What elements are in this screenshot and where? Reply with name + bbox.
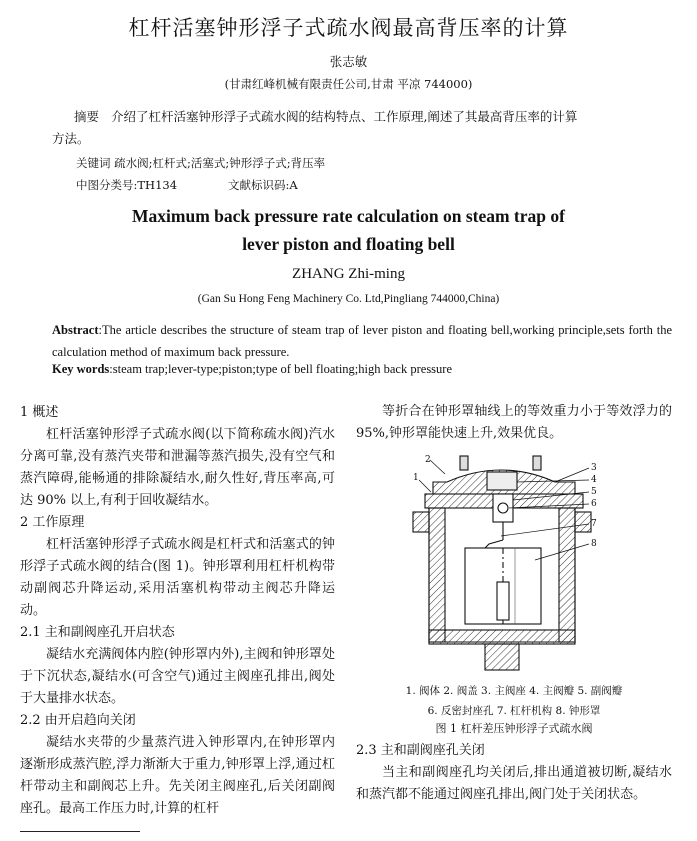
figure-label-7: 7 bbox=[591, 519, 597, 529]
figure-caption: 图 1 杠杆差压钟形浮子式疏水阀 bbox=[435, 722, 593, 735]
figure-label-3: 3 bbox=[591, 463, 597, 473]
figure-label-4: 4 bbox=[591, 475, 597, 485]
right-column-top bbox=[356, 401, 672, 445]
paragraph: 等折合在钟形罩轴线上的等效重力小于等效浮力的 95%,钟形罩能快速上升,效果优良。 bbox=[356, 404, 672, 441]
author-en: ZHANG Zhi-ming bbox=[292, 266, 405, 282]
abstract-en-text: :The article describes the structure of steam trap of lever piston and floating bell,working principle,sets forth the calculation method of maximum back pressure. bbox=[52, 323, 672, 359]
paragraph: 凝结水充满阀体内腔(钟形罩内外),主阀和钟形罩处于下沉状态,凝结水(可含空气)通过主阀座孔排出,阀处于大量排水状态。 bbox=[20, 647, 335, 706]
title-en-line2: lever piston and floating bell bbox=[242, 234, 455, 254]
affiliation-en: (Gan Su Hong Feng Machinery Co. Ltd,Pingliang 744000,China) bbox=[197, 293, 500, 305]
author-cn: 张志敏 bbox=[329, 54, 368, 69]
section-heading: 2.2 由开启趋向关闭 bbox=[20, 713, 136, 728]
paper-title-en bbox=[0, 202, 697, 258]
abstract-cn bbox=[52, 106, 652, 150]
footnote-rule bbox=[20, 831, 140, 832]
steam-trap-figure bbox=[405, 452, 615, 681]
clc-code: 中图分类号:TH134 bbox=[76, 178, 178, 192]
section-heading: 2.1 主和副阀座孔开启状态 bbox=[20, 625, 175, 640]
figure-label-2: 2 bbox=[425, 455, 431, 465]
figure-legend bbox=[356, 681, 672, 721]
figure-legend-line2: 6. 反密封座孔 7. 杠杆机构 8. 钟形罩 bbox=[427, 705, 601, 717]
document-code: 文献标识码:A bbox=[228, 178, 298, 192]
abstract-cn-line2: 方法。 bbox=[52, 131, 90, 146]
paragraph: 凝结水夹带的少量蒸汽进入钟形罩内,在钟形罩内逐渐形成蒸汽腔,浮力渐渐大于重力,钟形罩上浮,通过杠杆带动主和副阀芯上升。先关闭主阀座孔,后关闭副阀座孔。最高工作压力时,计算的杠杆 bbox=[20, 735, 335, 816]
figure-label-5: 5 bbox=[591, 487, 597, 497]
steam-trap-drawing bbox=[405, 452, 615, 677]
keywords-cn: 关键词 疏水阀;杠杆式;活塞式;钟形浮子式;背压率 bbox=[76, 156, 326, 170]
paragraph: 杠杆活塞钟形浮子式疏水阀是杠杆式和活塞式的钟形浮子式疏水阀的结合(图 1)。钟形罩利用杠杆机构带动副阀芯升降运动,采用活塞机构带动主阀芯升降运动。 bbox=[20, 537, 335, 618]
section-heading: 2.3 主和副阀座孔关闭 bbox=[356, 743, 485, 758]
paragraph: 杠杆活塞钟形浮子式疏水阀(以下简称疏水阀)汽水分离可靠,没有蒸汽夹带和泄漏等蒸汽损失,没有空气和蒸汽障碍,能畅通的排除凝结水,耐久性好,背压率高,可达 90% 以上,有利于回收凝结水。 bbox=[20, 427, 335, 508]
abstract-cn-line1: 介绍了杠杆活塞钟形浮子式疏水阀的结构特点、工作原理,阐述了其最高背压率的计算 bbox=[110, 109, 578, 124]
paragraph: 当主和副阀座孔均关闭后,排出通道被切断,凝结水和蒸汽都不能通过阀座孔排出,阀门处于关闭状态。 bbox=[356, 765, 672, 802]
keywords-en bbox=[52, 362, 452, 377]
abstract-en bbox=[52, 319, 672, 363]
figure-label-1: 1 bbox=[413, 473, 419, 483]
figure-label-8: 8 bbox=[591, 539, 597, 549]
abstract-en-label: Abstract bbox=[52, 323, 99, 337]
figure-legend-line1: 1. 阀体 2. 阀盖 3. 主阀座 4. 主阀瓣 5. 副阀瓣 bbox=[405, 685, 623, 697]
section-heading: 2 工作原理 bbox=[20, 515, 85, 530]
right-column-bottom bbox=[356, 740, 672, 806]
keywords-en-text: :steam trap;lever-type;piston;type of bell floating;high back pressure bbox=[109, 362, 453, 376]
section-heading: 1 概述 bbox=[20, 405, 59, 420]
title-en-line1: Maximum back pressure rate calculation on steam trap of bbox=[132, 206, 565, 226]
affiliation-cn: (甘肃红峰机械有限责任公司,甘肃 平凉 744000) bbox=[224, 77, 473, 91]
abstract-cn-label: 摘要 bbox=[74, 109, 100, 124]
keywords-en-label: Key words bbox=[52, 362, 110, 376]
figure-label-6: 6 bbox=[591, 499, 597, 509]
left-column bbox=[20, 402, 335, 820]
paper-title-cn: 杠杆活塞钟形浮子式疏水阀最高背压率的计算 bbox=[128, 16, 569, 40]
classification-line bbox=[76, 177, 298, 193]
